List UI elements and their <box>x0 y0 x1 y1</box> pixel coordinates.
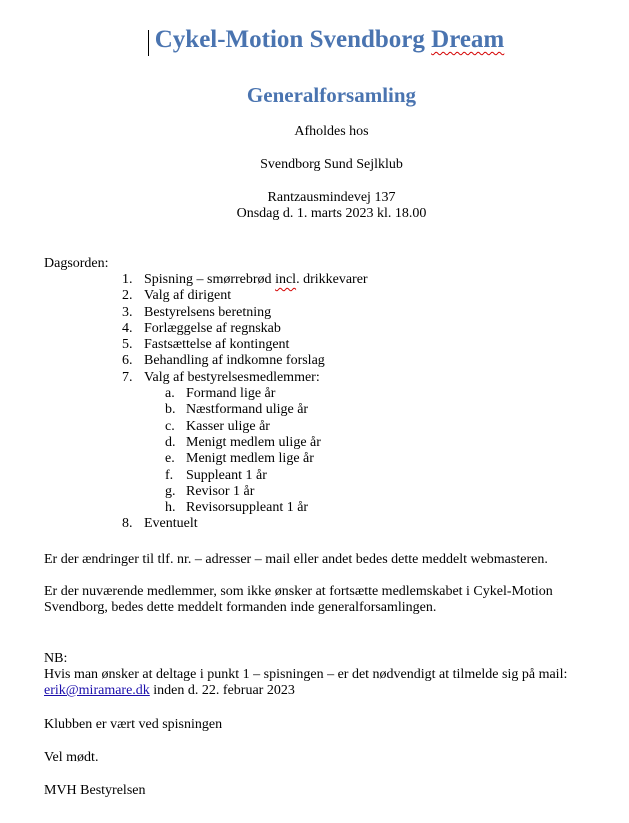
email-link[interactable]: erik@miramare.dk <box>44 683 150 698</box>
agenda-item: 7. Valg af bestyrelsesmedlemmer: <box>122 369 320 385</box>
signature-line: MVH Bestyrelsen <box>44 783 146 798</box>
venue-address: Rantzausmindevej 137 <box>267 190 396 205</box>
welcome-line: Vel mødt. <box>44 750 99 765</box>
sub-item: g. Revisor 1 år <box>165 483 255 499</box>
members-paragraph: Er der nuværende medlemmer, som ikke ønsker at fortsætte medlemskabet i Cykel-Motion Svendborg, bedes dette meddelt formanden inde generalforsamlingen. <box>44 584 553 615</box>
spellcheck-word: incl <box>275 272 297 287</box>
document-subtitle: Generalforsamling <box>246 83 417 107</box>
sub-item: b. Næstformand ulige år <box>165 402 309 418</box>
agenda-label: Dagsorden: <box>44 256 109 271</box>
sub-item: d. Menigt medlem ulige år <box>165 434 321 450</box>
venue-name: Svendborg Sund Sejlklub <box>260 157 403 172</box>
sub-item: a. Formand lige år <box>165 386 276 402</box>
agenda-item: 5. Fastsættelse af kontingent <box>122 337 290 353</box>
nb-label: NB: <box>44 651 68 666</box>
board-election-sublist <box>122 386 368 516</box>
title-spellcheck-word: Dream <box>431 26 505 53</box>
held-at-label: Afholdes hos <box>294 124 369 139</box>
club-host-line: Klubben er vært ved spisningen <box>44 717 223 732</box>
agenda-item: 8. Eventuelt <box>122 516 198 532</box>
agenda-item: 2. Valg af dirigent <box>122 288 232 304</box>
agenda-item: 6. Behandling af indkomne forslag <box>122 353 325 369</box>
sub-item: c. Kasser ulige år <box>165 418 270 434</box>
agenda-item: 4. Forlæggelse af regnskab <box>122 320 281 336</box>
agenda-sublist-container <box>122 386 368 516</box>
sub-item: h. Revisorsuppleant 1 år <box>165 500 309 516</box>
nb-paragraph: Hvis man ønsker at deltage i punkt 1 – spisningen – er det nødvendigt at tilmelde sig på mail: erik@miramare.dk inden d. 22. februar 2023 <box>44 667 568 698</box>
meeting-datetime: Onsdag d. 1. marts 2023 kl. 18.00 <box>236 206 427 221</box>
changes-paragraph: Er der ændringer til tlf. nr. – adresser – mail eller andet bedes dette meddelt webmasteren. <box>44 552 548 567</box>
agenda-item: 3. Bestyrelsens beretning <box>122 304 272 320</box>
document-title: Cykel-Motion Svendborg Dream <box>154 26 505 53</box>
sub-item: f. Suppleant 1 år <box>165 467 267 483</box>
agenda-list <box>122 272 368 533</box>
sub-item: e. Menigt medlem lige år <box>165 451 314 467</box>
agenda-item: 1. Spisning – smørrebrød incl. drikkevarer <box>122 272 368 287</box>
